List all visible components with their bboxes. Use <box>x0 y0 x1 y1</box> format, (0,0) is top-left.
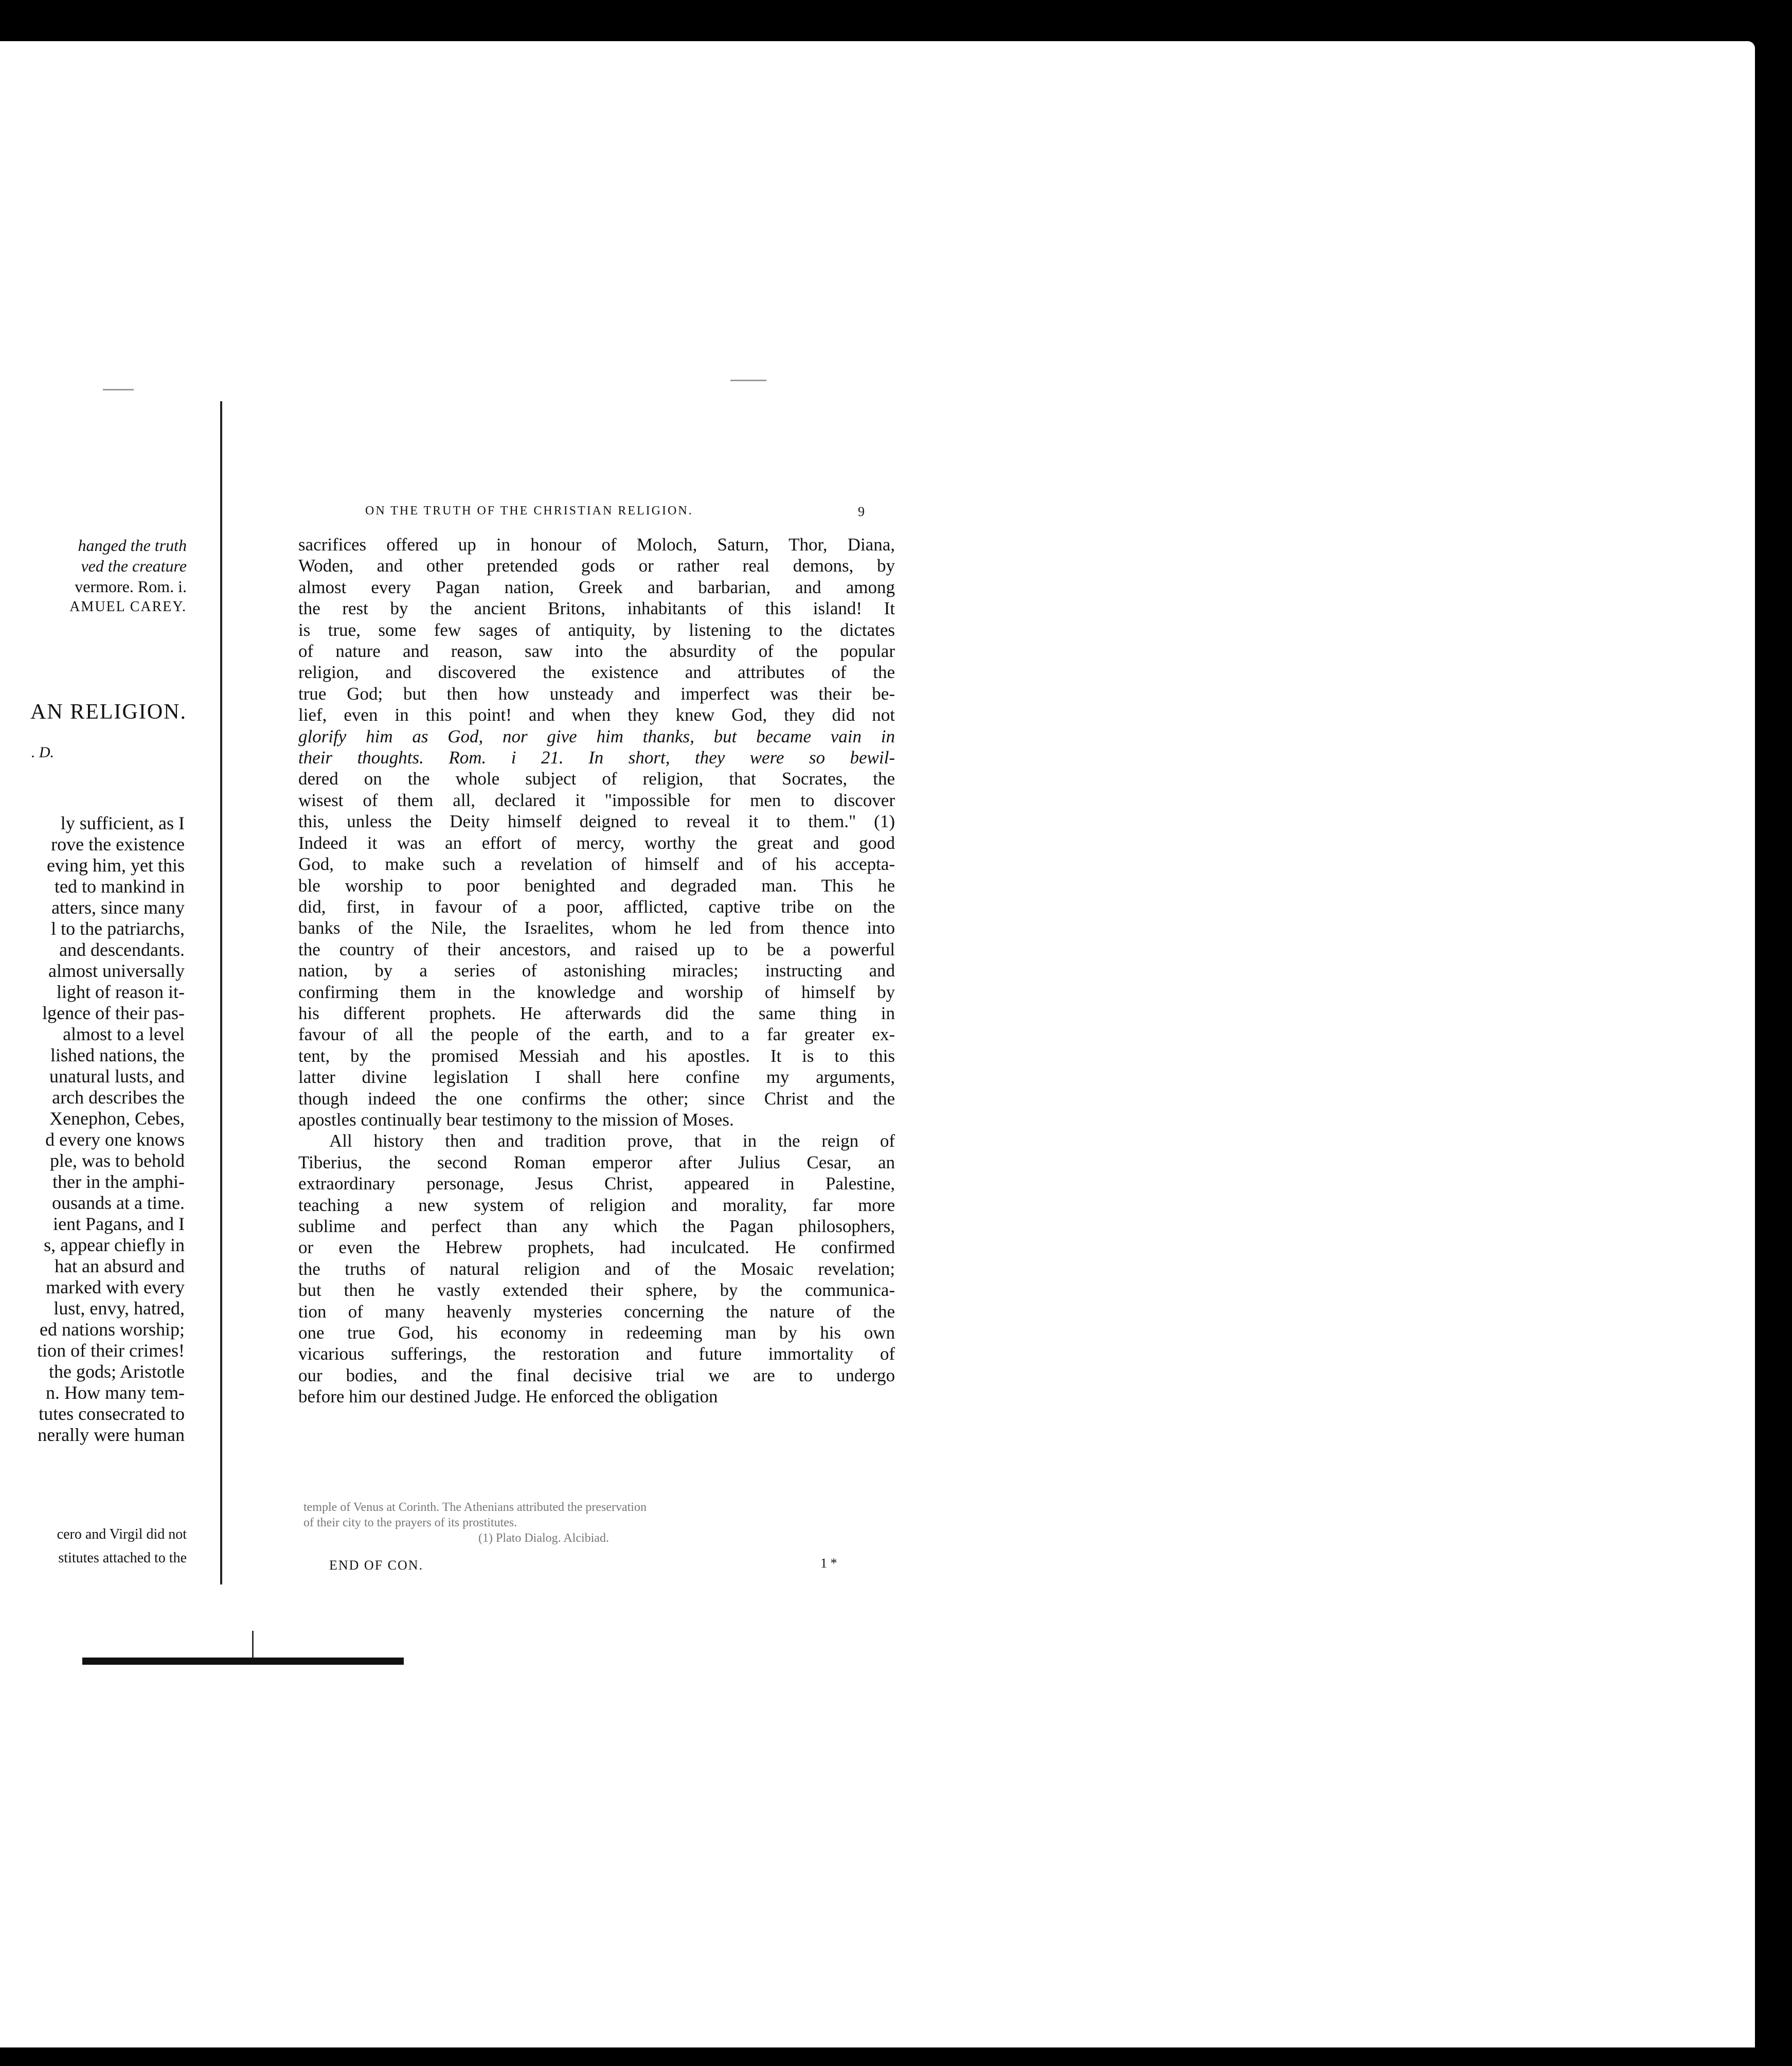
left-title: AN RELIGION. <box>30 700 187 724</box>
left-body-line: almost universally <box>48 960 185 981</box>
body-line: God, to make such a revelation of himself and of his accepta- <box>298 854 895 875</box>
right-footnotes <box>303 1500 895 1546</box>
body-line: sublime and perfect than any which the Pagan philosophers, <box>298 1216 895 1236</box>
body-line: sacrifices offered up in honour of Moloch, Saturn, Thor, Diana, <box>298 535 895 555</box>
body-line: though indeed the one confirms the other; since Christ and the <box>298 1088 895 1109</box>
left-body-line: lished nations, the <box>50 1045 185 1065</box>
body-line: their thoughts. Rom. i 21. In short, they were so bewil- <box>298 747 895 768</box>
left-body-line: ed nations worship; <box>40 1319 185 1340</box>
body-line: true God; but then how unsteady and imperfect was their be- <box>298 683 895 704</box>
left-body-line: ousands at a time. <box>52 1192 185 1213</box>
footnote-line: (1) Plato Dialog. Alcibiad. <box>478 1531 609 1545</box>
body-line: banks of the Nile, the Israelites, whom he led from thence into <box>298 918 895 938</box>
left-footnotes <box>57 1523 187 1570</box>
left-body-line: arch describes the <box>52 1087 185 1108</box>
left-page-fragment <box>0 41 193 1579</box>
body-line: the rest by the ancient Britons, inhabitants of this island! It <box>298 598 895 619</box>
body-line: our bodies, and the final decisive trial we are to undergo <box>298 1365 895 1385</box>
left-body-line: nerally were human <box>38 1424 185 1445</box>
body-line: one true God, his economy in redeeming man by his own <box>298 1323 895 1343</box>
left-body-line: ly sufficient, as I <box>60 813 185 833</box>
left-body-line: almost to a level <box>63 1024 185 1044</box>
body-line: confirming them in the knowledge and worship of himself by <box>298 982 895 1002</box>
body-line: the country of their ancestors, and raised up to be a powerful <box>298 939 895 959</box>
left-body-line: unatural lusts, and <box>49 1066 185 1087</box>
left-body-line: tutes consecrated to <box>39 1403 185 1424</box>
page-mark <box>730 380 766 381</box>
left-body-line: ther in the amphi- <box>52 1171 185 1192</box>
right-body-text <box>298 534 895 1408</box>
left-body-text <box>0 813 185 1446</box>
body-line: extraordinary personage, Jesus Christ, appeared in Palestine, <box>298 1173 895 1194</box>
left-body-line: s, appear chiefly in <box>44 1235 185 1255</box>
left-body-line: the gods; Aristotle <box>49 1361 185 1382</box>
body-line: Tiberius, the second Roman emperor after Julius Cesar, an <box>298 1152 895 1172</box>
left-body-line: l to the patriarchs, <box>51 918 185 939</box>
body-line: religion, and discovered the existence and attributes of the <box>298 662 895 683</box>
body-line: almost every Pagan nation, Greek and barbarian, and among <box>298 577 895 597</box>
left-body-line: rove the existence <box>51 834 185 854</box>
bottom-rule <box>82 1658 404 1665</box>
page-gutter-line <box>220 401 222 1584</box>
body-line: tent, by the promised Messiah and his apostles. It is to this <box>298 1045 895 1066</box>
body-line: tion of many heavenly mysteries concerning the nature of the <box>298 1301 895 1322</box>
left-body-line: eving him, yet this <box>47 855 185 876</box>
left-body-line: hat an absurd and <box>55 1256 185 1276</box>
body-line: All history then and tradition prove, that in the reign of <box>329 1131 895 1151</box>
left-heading-line-4: AMUEL CAREY. <box>69 599 187 615</box>
body-line: favour of all the people of the earth, and to a far greater ex- <box>298 1024 895 1045</box>
signature-number: 1 * <box>820 1556 837 1571</box>
body-line: nation, by a series of astonishing miracles; instructing and <box>298 960 895 981</box>
body-line: Woden, and other pretended gods or rather real demons, by <box>298 556 895 576</box>
footnote-line: of their city to the prayers of its prostitutes. <box>303 1516 517 1529</box>
footnote-line: temple of Venus at Corinth. The Athenians attributed the preservation <box>303 1501 647 1514</box>
left-author: . D. <box>31 744 54 761</box>
left-body-line: lust, envy, hatred, <box>53 1298 185 1319</box>
body-line: ble worship to poor benighted and degraded man. This he <box>298 875 895 896</box>
body-line: of nature and reason, saw into the absurdity of the popular <box>298 641 895 662</box>
body-line: glorify him as God, nor give him thanks, but became vain in <box>298 726 895 746</box>
left-heading-line-3: vermore. Rom. i. <box>75 577 187 596</box>
gutter-tick <box>252 1631 254 1658</box>
body-line: did, first, in favour of a poor, afflicted, captive tribe on the <box>298 896 895 917</box>
left-body-line: ted to mankind in <box>55 876 185 897</box>
body-line: lief, even in this point! and when they knew God, they did not <box>298 705 895 725</box>
left-body-line: ple, was to behold <box>50 1150 185 1171</box>
left-body-line: atters, since many <box>51 897 185 918</box>
page-mark <box>103 389 134 390</box>
left-footnote-line: cero and Virgil did not <box>57 1526 187 1542</box>
body-line: latter divine legislation I shall here confine my arguments, <box>298 1067 895 1088</box>
left-body-line: marked with every <box>46 1277 185 1297</box>
body-line: apostles continually bear testimony to the mission of Moses. <box>298 1109 734 1130</box>
left-body-line: lgence of their pas- <box>42 1003 185 1023</box>
left-body-line: d every one knows <box>45 1129 185 1150</box>
body-line: the truths of natural religion and of the Mosaic revelation; <box>298 1258 895 1279</box>
left-heading-line-2: ved the creature <box>81 557 187 575</box>
body-line: vicarious sufferings, the restoration and future immortality of <box>298 1344 895 1364</box>
left-body-line: Xenephon, Cebes, <box>49 1108 185 1129</box>
page-number: 9 <box>858 504 865 519</box>
left-body-line: n. How many tem- <box>46 1382 185 1403</box>
body-line: wisest of them all, declared it "impossible for men to discover <box>298 790 895 810</box>
body-line: but then he vastly extended their sphere, by the communica- <box>298 1280 895 1301</box>
body-line: his different prophets. He afterwards did the same thing in <box>298 1003 895 1023</box>
signature-mark: END OF CON. <box>329 1558 424 1573</box>
body-line: teaching a new system of religion and morality, far more <box>298 1195 895 1215</box>
left-body-line: tion of their crimes! <box>37 1340 185 1361</box>
left-body-line: light of reason it- <box>57 982 185 1002</box>
running-head: ON THE TRUTH OF THE CHRISTIAN RELIGION. <box>365 504 693 518</box>
body-line: before him our destined Judge. He enforced the obligation <box>298 1386 718 1407</box>
body-line: is true, some few sages of antiquity, by listening to the dictates <box>298 619 895 640</box>
left-body-line: and descendants. <box>59 939 185 960</box>
body-line: Indeed it was an effort of mercy, worthy the great and good <box>298 832 895 853</box>
left-footnote-line: stitutes attached to the <box>58 1550 187 1566</box>
body-line: or even the Hebrew prophets, had inculcated. He confirmed <box>298 1237 895 1258</box>
left-heading-line-1: hanged the truth <box>78 536 187 555</box>
body-line: this, unless the Deity himself deigned to reveal it to them." (1) <box>298 811 895 832</box>
left-body-line: ient Pagans, and I <box>53 1214 185 1234</box>
body-line: dered on the whole subject of religion, that Socrates, the <box>298 769 895 789</box>
